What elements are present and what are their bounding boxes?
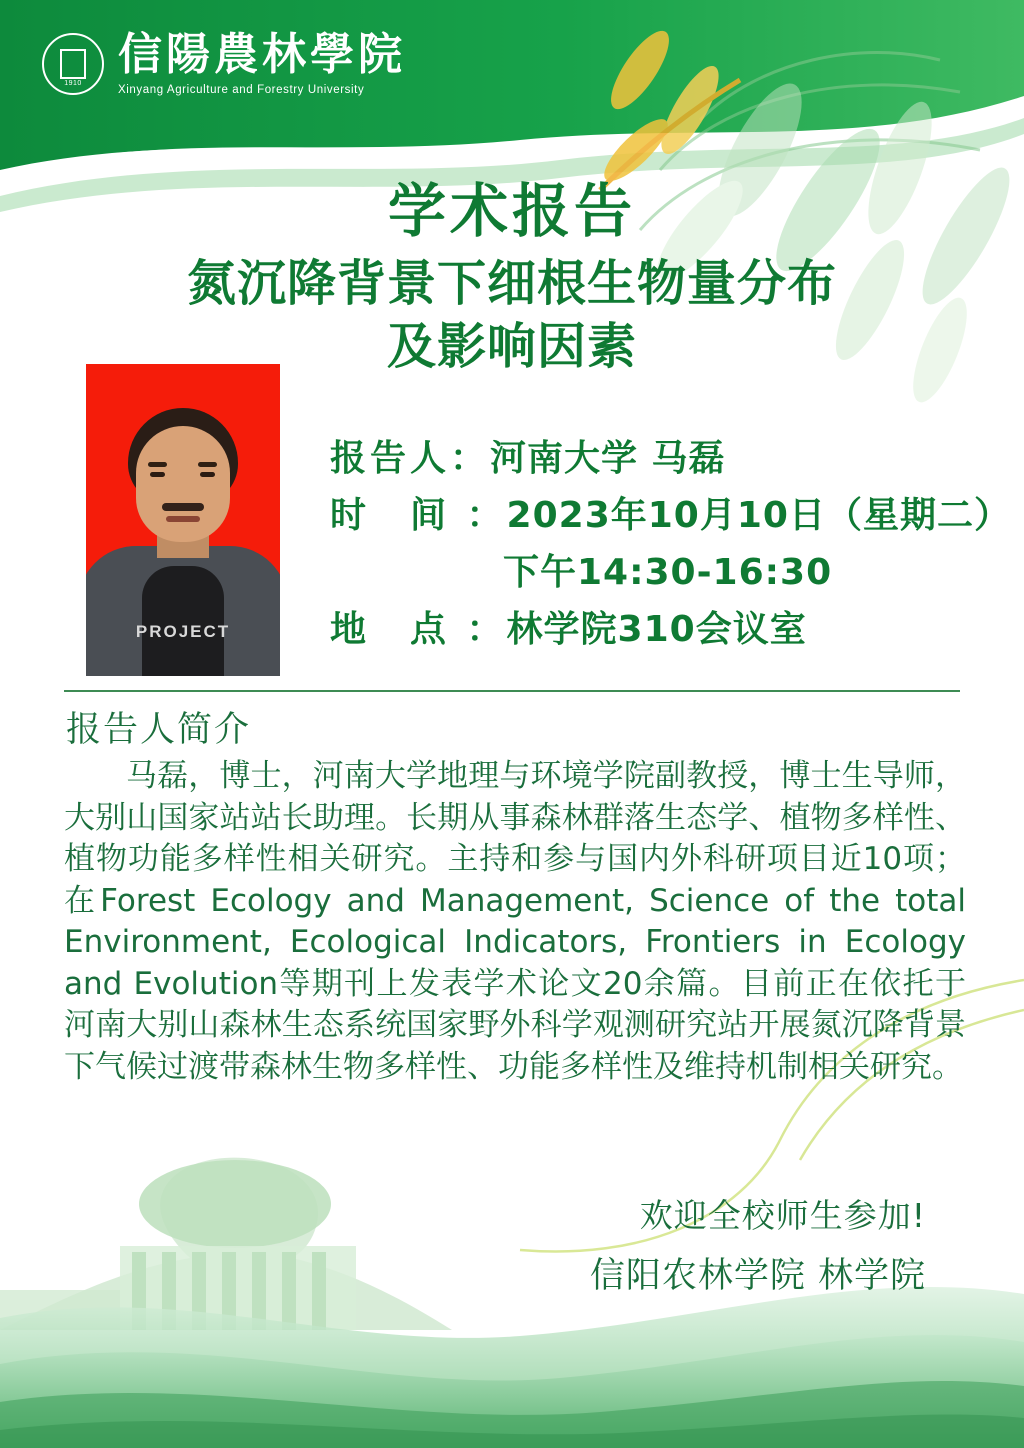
seal-icon [42,33,104,95]
speaker-value: 河南大学 马磊 [490,438,726,479]
photo-shirt-text: PROJECT [135,622,231,641]
logo-text [118,28,406,96]
time-value: 2023年10月10日（星期二） [506,495,1011,536]
speaker-row [330,430,990,487]
university-logo [42,28,406,96]
subtitle-line-2: 及影响因素 [386,318,637,375]
bio-heading: 报告人简介 [66,710,252,750]
photo-moustache [162,503,204,511]
place-label: 地 点 ： [330,609,507,650]
seal-year: 1910 [64,80,82,87]
speaker-label: 报告人： [330,438,491,479]
welcome-note: 欢迎全校师生参加! [639,1196,926,1235]
time-row-2 [330,544,990,601]
photo-eye-right [200,472,215,477]
university-name-en: Xinyang Agriculture and Forestry University [118,83,365,96]
header-banner [0,0,1024,128]
photo-mouth [166,516,200,522]
page-subtitle [0,252,1024,378]
photo-shirt [142,566,224,676]
speaker-photo [86,364,280,676]
time-row [330,487,1011,544]
photo-face [136,426,230,542]
place-value: 林学院310会议室 [506,609,807,650]
place-row [330,601,990,658]
photo-brow-left [148,462,167,467]
time-label: 时 间 ： [330,495,507,536]
university-name-cn: 信陽農林學院 [118,28,406,80]
time-value-2: 下午14:30-16:30 [503,552,833,593]
section-divider [64,690,960,692]
bio-body: 马磊，博士，河南大学地理与环境学院副教授，博士生导师，大别山国家站站长助理。长期从事森林群落生态学、植物多样性、植物功能多样性相关研究。主持和参与国内外科研项目近10项；在Forest Ecology and Management, Science of the total Environment, Ecological Indicators, Frontiers in Ecology and Evolution等期刊上发表学术论文20余篇。目前正在依托于河南大别山森林生态系统国家野外科学观测研究站开展氮沉降背景下气候过渡带森林生物多样性、功能多样性及维持机制相关研究。 [64,758,966,1085]
photo-brow-right [198,462,217,467]
page-title: 学术报告 [387,177,636,245]
photo-eye-left [150,472,165,477]
organizer-note: 信阳农林学院 林学院 [589,1256,926,1296]
event-info [330,430,1011,658]
subtitle-line-1: 氮沉降背景下细根生物量分布 [186,255,837,312]
